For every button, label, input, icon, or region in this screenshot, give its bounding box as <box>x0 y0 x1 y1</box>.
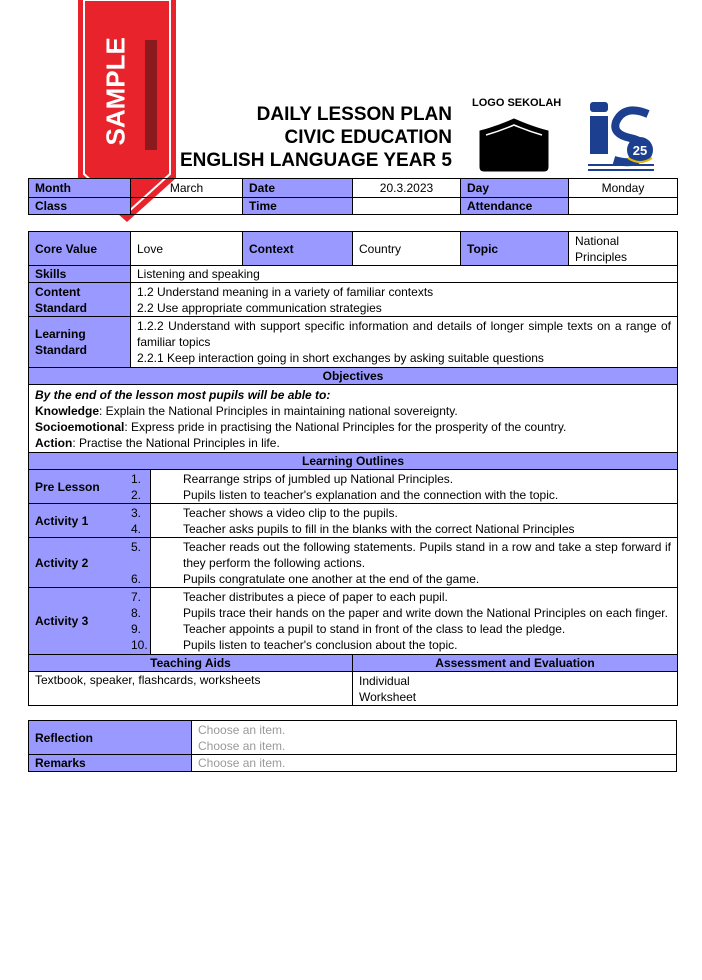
step-2: 2. Pupils listen to teacher's explanation and the connection with the topic. <box>131 487 559 502</box>
reflection-choice-2[interactable]: Choose an item. <box>198 738 286 753</box>
day-value[interactable]: Monday <box>569 179 678 198</box>
date-label: Date <box>243 179 353 198</box>
action-text: : Practise the National Principles in life. <box>72 435 280 450</box>
step-9: 9. Teacher appoints a pupil to stand in front of the class to lead the pledge. <box>131 622 566 636</box>
objectives-cell[interactable] <box>29 385 678 453</box>
attendance-value[interactable] <box>569 198 678 215</box>
knowledge-label: Knowledge <box>35 403 100 418</box>
time-value[interactable] <box>353 198 461 215</box>
socio-text: : Express pride in practising the National Principles for the prosperity of the country. <box>124 419 567 434</box>
objectives-heading: Objectives <box>29 368 678 385</box>
day-label: Day <box>461 179 569 198</box>
remarks-label: Remarks <box>29 755 192 772</box>
reflection-label: Reflection <box>29 721 192 755</box>
objective-action <box>35 435 671 451</box>
learning-standard-cell[interactable] <box>131 317 678 368</box>
plan-table <box>28 231 678 706</box>
class-label: Class <box>29 198 131 215</box>
activity-3-steps[interactable] <box>131 588 678 655</box>
assessment-2: Worksheet <box>359 689 417 704</box>
learning-standard-label: Learning Standard <box>29 317 131 368</box>
context-label: Context <box>243 232 353 266</box>
content-standard-cell[interactable] <box>131 283 678 317</box>
step-10: 10. Pupils listen to teacher's conclusion about the topic. <box>131 638 458 652</box>
time-label: Time <box>243 198 353 215</box>
action-label: Action <box>35 435 73 450</box>
step-1: 1. Rearrange strips of jumbled up National Principles. <box>131 471 454 486</box>
learning-outlines-heading: Learning Outlines <box>29 453 678 470</box>
objectives-intro: By the end of the lesson most pupils will be able to: <box>35 387 331 402</box>
teaching-aids-value[interactable]: Textbook, speaker, flashcards, worksheets <box>29 672 353 706</box>
logo-label: LOGO SEKOLAH <box>472 97 562 109</box>
topic-label: Topic <box>461 232 569 266</box>
activity-1-steps[interactable] <box>131 504 678 538</box>
remarks-choice-1[interactable]: Choose an item. <box>192 755 677 772</box>
context-value[interactable]: Country <box>353 232 461 266</box>
activity-2-label: Activity 2 <box>29 538 151 588</box>
objective-knowledge <box>35 403 671 419</box>
pre-lesson-steps[interactable] <box>131 470 678 504</box>
step-5: 5. Teacher reads out the following statements. Pupils stand in a row and take a step forward if they perform the following actions. <box>131 539 671 570</box>
class-value[interactable] <box>131 198 243 215</box>
reflection-choice-1[interactable]: Choose an item. <box>198 722 286 737</box>
info-table <box>28 178 678 215</box>
topic-value[interactable]: National Principles <box>569 232 678 266</box>
skills-value[interactable]: Listening and speaking <box>131 266 678 283</box>
reflection-table <box>28 720 677 772</box>
skills-label: Skills <box>29 266 131 283</box>
objective-socioemotional <box>35 419 671 435</box>
pre-lesson-label: Pre Lesson <box>29 470 151 504</box>
activity-1-label: Activity 1 <box>29 504 151 538</box>
assessment-cell[interactable] <box>353 672 678 706</box>
activity-3-label: Activity 3 <box>29 588 151 655</box>
content-standard-2: 2.2 Use appropriate communication strategies <box>137 300 382 315</box>
reflection-cell[interactable] <box>192 721 677 755</box>
teaching-aids-heading: Teaching Aids <box>29 655 353 672</box>
content-standard-1: 1.2 Understand meaning in a variety of familiar contexts <box>137 284 434 299</box>
school-logo-shield-icon <box>478 117 550 178</box>
core-value[interactable]: Love <box>131 232 243 266</box>
date-value[interactable]: 20.3.2023 <box>353 179 461 198</box>
step-3: 3. Teacher shows a video clip to the pupils. <box>131 505 398 520</box>
document-title <box>180 103 452 172</box>
ministry-logo-icon <box>584 100 658 179</box>
assessment-heading: Assessment and Evaluation <box>353 655 678 672</box>
knowledge-text: : Explain the National Principles in maintaining national sovereignty. <box>99 403 458 418</box>
title-line-1: DAILY LESSON PLAN <box>256 104 452 125</box>
step-8: 8. Pupils trace their hands on the paper and write down the National Principles on each finger. <box>131 606 668 620</box>
title-line-3: ENGLISH LANGUAGE YEAR 5 <box>179 150 452 171</box>
content-standard-label: Content Standard <box>29 283 131 317</box>
learning-standard-2: 2.2.1 Keep interaction going in short exchanges by asking suitable questions <box>137 351 544 365</box>
learning-standard-1: 1.2.2 Understand with support specific information and details of longer simple texts on a range of familiar topics <box>137 319 671 349</box>
title-line-2: CIVIC EDUCATION <box>284 127 452 148</box>
sample-ribbon-text: SAMPLE <box>100 37 131 146</box>
month-label: Month <box>29 179 131 198</box>
month-value[interactable]: March <box>131 179 243 198</box>
core-value-label: Core Value <box>29 232 131 266</box>
assessment-1: Individual <box>359 673 410 688</box>
socio-label: Socioemotional <box>35 419 125 434</box>
svg-text:25: 25 <box>632 143 648 158</box>
activity-2-steps[interactable] <box>131 538 678 588</box>
step-6: 6. Pupils congratulate one another at the end of the game. <box>131 571 480 586</box>
attendance-label: Attendance <box>461 198 569 215</box>
step-4: 4. Teacher asks pupils to fill in the blanks with the correct National Principles <box>131 521 575 536</box>
step-7: 7. Teacher distributes a piece of paper to each pupil. <box>131 590 448 604</box>
